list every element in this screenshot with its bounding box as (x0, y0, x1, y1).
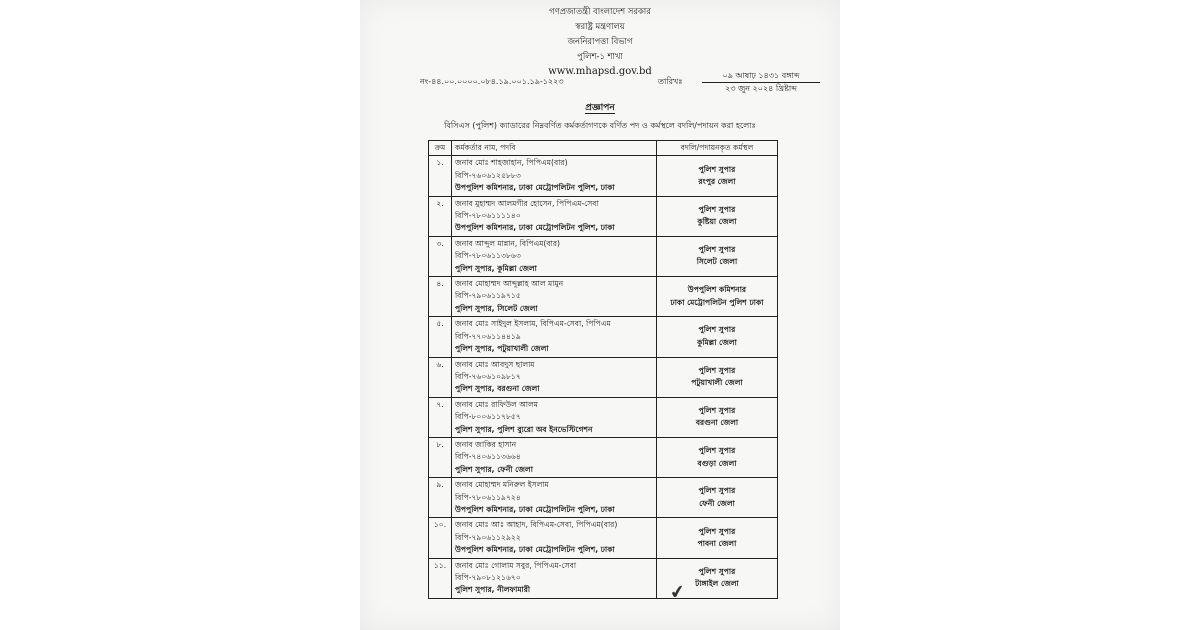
table-header-row (429, 141, 778, 156)
notice-title: প্রজ্ঞাপন (585, 103, 615, 113)
officer-bp: বিপি-৭৮০৬১১১১৪০ (455, 211, 521, 221)
new-post: উপপুলিশ কমিশনার (687, 285, 747, 295)
officer-bp: বিপি-৭৯০৬১১৯৭১৫ (455, 291, 521, 301)
branch-name: পুলিশ-১ শাখা (577, 51, 623, 61)
new-place: বগুড়া জেলা (697, 458, 737, 468)
row-serial: ৬. (429, 357, 452, 397)
new-place: টাঙ্গাইল জেলা (695, 579, 739, 589)
officer-current-post: পুলিশ সুপার, বরগুনা জেলা (455, 384, 540, 394)
row-officer (452, 317, 657, 357)
row-officer (452, 357, 657, 397)
officer-name: জনাব মোহাম্মদ মনিরুল ইসলাম (455, 480, 549, 490)
date-bangla: ০৯ আষাঢ় ১৪৩১ বঙ্গাব্দ (702, 70, 820, 83)
govt-name: গণপ্রজাতন্ত্রী বাংলাদেশ সরকার (549, 6, 651, 16)
officer-name: জনাব মোঃ রাফিউল আলম (455, 399, 538, 409)
row-posting (656, 317, 777, 357)
row-officer (452, 397, 657, 437)
officer-name: জনাব মোঃ সাইদুল ইসলাম, বিপিএম-সেবা, পিপিএম (455, 319, 611, 329)
signature-mark: ✔ (668, 580, 687, 605)
row-serial: ১০. (429, 518, 452, 558)
officer-name: জনাব মুহাম্মদ আলমগীর হোসেন, পিপিএম-সেবা (455, 198, 599, 208)
officer-current-post: পুলিশ সুপার, নীলফামারী (455, 585, 531, 595)
table-row (429, 437, 778, 477)
letterhead (360, 0, 840, 79)
memo-number: নং-৪৪.০০.০০০০.০৮৪.১৯.০০১.১৯-১২২৩ (420, 77, 564, 86)
row-officer (452, 277, 657, 317)
ministry-name: স্বরাষ্ট্র মন্ত্রণালয় (575, 21, 625, 31)
row-serial: ৫. (429, 317, 452, 357)
new-place: কুষ্টিয়া জেলা (697, 217, 737, 227)
table-row (429, 236, 778, 276)
officer-bp: বিপি-৭৮০৬১১৯৭২৪ (455, 492, 521, 502)
officer-current-post: পুলিশ সুপার, ফেনী জেলা (455, 464, 533, 474)
officer-name: জনাব মোঃ শাহজাহান, পিপিএম(বার) (455, 158, 568, 168)
officer-name: জনাব জাকির হাসান (455, 439, 517, 449)
row-posting (656, 518, 777, 558)
new-place: কুমিল্লা জেলা (697, 337, 737, 347)
officer-bp: বিপি-৭৪০৬১১৩৬৬৪ (455, 452, 521, 462)
new-place: বরগুনা জেলা (695, 418, 739, 428)
row-serial: ৩. (429, 236, 452, 276)
row-serial: ৮. (429, 437, 452, 477)
officer-bp: বিপি-৭৮০৬১১৩৮৬৩ (455, 251, 521, 261)
officer-bp: বিপি-৭৭০৬১১৪৪১৯ (455, 331, 521, 341)
new-post: পুলিশ সুপার (698, 365, 736, 375)
row-serial: ৯. (429, 478, 452, 518)
memo-dates (702, 70, 820, 95)
table-row (429, 518, 778, 558)
table-row (429, 196, 778, 236)
table-row (429, 397, 778, 437)
row-posting (656, 236, 777, 276)
officer-bp: বিপি-৮০০৬১১৭৮৫৭ (455, 412, 521, 422)
officer-bp: বিপি-৭৯০৮১২১৬৭০ (455, 573, 521, 582)
header-serial: ক্রম (429, 141, 452, 156)
new-post: পুলিশ সুপার (698, 566, 736, 576)
row-serial: ৪. (429, 277, 452, 317)
row-officer (452, 437, 657, 477)
row-officer (452, 518, 657, 558)
officer-bp: বিপি-৭৬০৬১০৯৮১৭ (455, 371, 521, 381)
transfer-table (428, 140, 778, 599)
new-post: পুলিশ সুপার (698, 486, 736, 496)
row-serial: ১. (429, 156, 452, 196)
officer-name: জনাব মোঃ আবদুস ছালাম (455, 359, 535, 369)
officer-bp: বিপি-৭৯০৬১১২৯২২ (455, 532, 521, 542)
new-post: পুলিশ সুপার (698, 204, 736, 214)
document-page (360, 0, 840, 630)
new-post: পুলিশ সুপার (698, 526, 736, 536)
row-posting (656, 196, 777, 236)
row-officer (452, 196, 657, 236)
officer-current-post: উপপুলিশ কমিশনার, ঢাকা মেট্রোপলিটন পুলিশ, ঢাকা (455, 545, 615, 555)
division-name: জননিরাপত্তা বিভাগ (567, 36, 633, 46)
table-row (429, 558, 778, 598)
website: www.mhapsd.gov.bd (548, 66, 652, 77)
date-english: ২৩ জুন ২০২৪ খ্রিষ্টাব্দ (725, 84, 797, 93)
new-place: ঢাকা মেট্রোপলিটন পুলিশ ঢাকা (670, 297, 764, 307)
officer-current-post: উপপুলিশ কমিশনার, ঢাকা মেট্রোপলিটন পুলিশ, ঢাকা (455, 223, 615, 233)
officer-current-post: পুলিশ সুপার, পুলিশ ব্যুরো অব ইনভেস্টিগেশন (455, 424, 593, 434)
new-post: পুলিশ সুপার (698, 164, 736, 174)
officer-current-post: পুলিশ সুপার, সিলেট জেলা (455, 303, 538, 313)
row-posting (656, 156, 777, 196)
officer-bp: বিপি-৭৬০৬১২৫৮৮৩ (455, 170, 521, 180)
row-officer (452, 156, 657, 196)
row-serial: ২. (429, 196, 452, 236)
new-place: রংপুর জেলা (698, 177, 736, 187)
table-row (429, 478, 778, 518)
officer-current-post: পুলিশ সুপার, পটুয়াখালী জেলা (455, 344, 549, 354)
officer-current-post: উপপুলিশ কমিশনার, ঢাকা মেট্রোপলিটন পুলিশ, ঢাকা (455, 183, 615, 193)
row-posting (656, 277, 777, 317)
officer-name: জনাব মোহাম্মদ আব্দুল্লাহ আল মামুন (455, 279, 564, 289)
table-row (429, 317, 778, 357)
row-officer (452, 236, 657, 276)
new-post: পুলিশ সুপার (698, 446, 736, 456)
new-post: পুলিশ সুপার (698, 245, 736, 255)
row-posting (656, 478, 777, 518)
row-officer (452, 478, 657, 518)
officer-current-post: উপপুলিশ কমিশনার, ঢাকা মেট্রোপলিটন পুলিশ, ঢাকা (455, 504, 615, 514)
officer-current-post: পুলিশ সুপার, কুমিল্লা জেলা (455, 263, 537, 273)
new-place: সিলেট জেলা (696, 257, 738, 267)
new-place: পাবনা জেলা (697, 538, 737, 548)
header-officer: কর্মকর্তার নাম, পদবি (452, 141, 657, 156)
new-place: পটুয়াখালী জেলা (691, 378, 743, 388)
table-row (429, 357, 778, 397)
row-officer (452, 558, 657, 598)
row-posting (656, 437, 777, 477)
new-post: পুলিশ সুপার (698, 325, 736, 335)
officer-name: জনাব মোঃ গোলাম সবুর, পিপিএম-সেবা (455, 560, 577, 570)
new-post: পুলিশ সুপার (698, 405, 736, 415)
table-body (429, 156, 778, 598)
table-row (429, 156, 778, 196)
row-serial: ১১. (429, 558, 452, 598)
new-place: ফেনী জেলা (699, 498, 735, 508)
notice-intro: বিসিএস (পুলিশ) ক্যাডারের নিম্নবর্ণিত কর্মকর্তাগণকে বর্ণিত পদ ও কর্মস্থলে বদলি/পদায়ন করা হলোঃ (444, 121, 756, 130)
row-posting (656, 397, 777, 437)
header-posting: বদলি/পদায়নকৃত কর্মস্থল (656, 141, 777, 156)
date-label: তারিখঃ (658, 77, 683, 86)
officer-name: জনাব আব্দুল মান্নান, বিপিএম(বার) (455, 238, 560, 248)
row-serial: ৭. (429, 397, 452, 437)
row-posting (656, 357, 777, 397)
table-row (429, 277, 778, 317)
officer-name: জনাব মোঃ আঃ আহাদ, বিপিএম-সেবা, পিপিএম(বার) (455, 520, 618, 530)
